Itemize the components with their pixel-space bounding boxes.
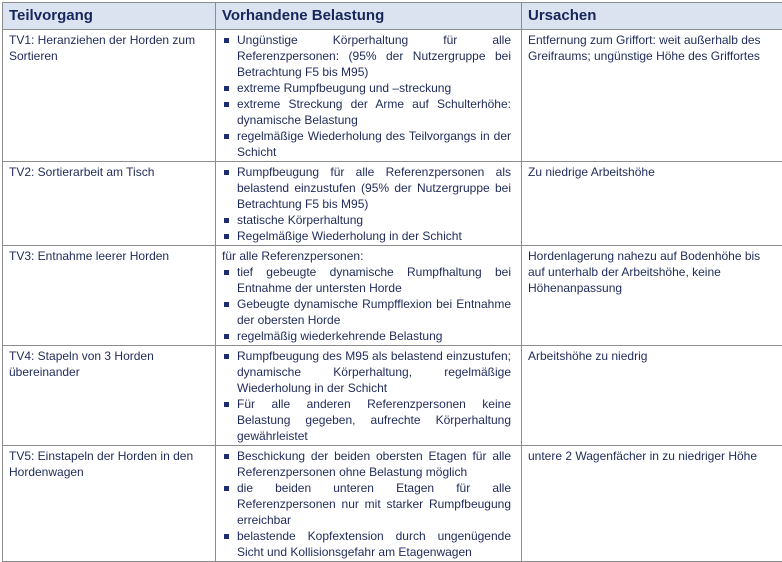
load-cell (216, 346, 522, 446)
step-cell: TV4: Stapeln von 3 Horden übereinander (3, 346, 216, 446)
cause-cell: untere 2 Wagenfächer in zu niedriger Höhe (522, 446, 782, 562)
step-cell: TV2: Sortierarbeit am Tisch (3, 162, 216, 246)
load-cell (216, 446, 522, 562)
load-item: regelmäßig wiederkehrende Belastung (222, 328, 511, 344)
header-row (3, 3, 782, 30)
load-list (222, 348, 511, 444)
load-item: regelmäßige Wiederholung des Teilvorgangs in der Schicht (222, 128, 511, 160)
load-cell (216, 30, 522, 162)
ergonomics-table (2, 2, 782, 562)
cause-cell: Hordenlagerung nahezu auf Bodenhöhe bis auf unterhalb der Arbeitshöhe, keine Höhenanpassung (522, 246, 782, 346)
load-item: belastende Kopfextension durch ungenügende Sicht und Kollisionsgefahr am Etagenwagen (222, 528, 511, 560)
step-cell: TV3: Entnahme leerer Horden (3, 246, 216, 346)
header-ursachen: Ursachen (522, 3, 782, 30)
load-item: Gebeugte dynamische Rumpfflexion bei Entnahme der obersten Horde (222, 296, 511, 328)
load-cell (216, 162, 522, 246)
load-item: extreme Rumpfbeugung und –streckung (222, 80, 511, 96)
cause-cell: Zu niedrige Arbeitshöhe (522, 162, 782, 246)
table-row (3, 162, 782, 246)
load-item: Ungünstige Körperhaltung für alle Referenzpersonen: (95% der Nutzergruppe bei Betrachtung F5 bis M95) (222, 32, 511, 80)
header-vorhandene-belastung: Vorhandene Belastung (216, 3, 522, 30)
load-item: die beiden unteren Etagen für alle Referenzpersonen nur mit starker Rumpfbeugung erreichbar (222, 480, 511, 528)
load-item: statische Körperhaltung (222, 212, 511, 228)
load-item: Rumpfbeugung für alle Referenzpersonen als belastend einzustufen (95% der Nutzergruppe bei Betrachtung F5 bis M95) (222, 164, 511, 212)
load-item: Für alle anderen Referenzpersonen keine Belastung gegeben, aufrechte Körperhaltung gewährleistet (222, 396, 511, 444)
load-item: Rumpfbeugung des M95 als belastend einzustufen; dynamische Körperhaltung, regelmäßige Wiederholung in der Schicht (222, 348, 511, 396)
cause-cell: Arbeitshöhe zu niedrig (522, 346, 782, 446)
header-teilvorgang: Teilvorgang (3, 3, 216, 30)
load-cell (216, 246, 522, 346)
cause-cell: Entfernung zum Griffort: weit außerhalb des Greifraums; ungünstige Höhe des Griffortes (522, 30, 782, 162)
load-item: Regelmäßige Wiederholung in der Schicht (222, 228, 511, 244)
load-list (222, 164, 511, 244)
table-row (3, 446, 782, 562)
load-list (222, 32, 511, 160)
load-list (222, 264, 511, 344)
table-row (3, 246, 782, 346)
load-item: Beschickung der beiden obersten Etagen für alle Referenzpersonen ohne Belastung möglich (222, 448, 511, 480)
load-list (222, 448, 511, 560)
step-cell: TV5: Einstapeln der Horden in den Hordenwagen (3, 446, 216, 562)
load-item: extreme Streckung der Arme auf Schulterhöhe: dynamische Belastung (222, 96, 511, 128)
load-item: tief gebeugte dynamische Rumpfhaltung bei Entnahme der untersten Horde (222, 264, 511, 296)
table-row (3, 30, 782, 162)
table-row (3, 346, 782, 446)
step-cell: TV1: Heranziehen der Horden zum Sortieren (3, 30, 216, 162)
load-intro: für alle Referenzpersonen: (222, 249, 364, 263)
